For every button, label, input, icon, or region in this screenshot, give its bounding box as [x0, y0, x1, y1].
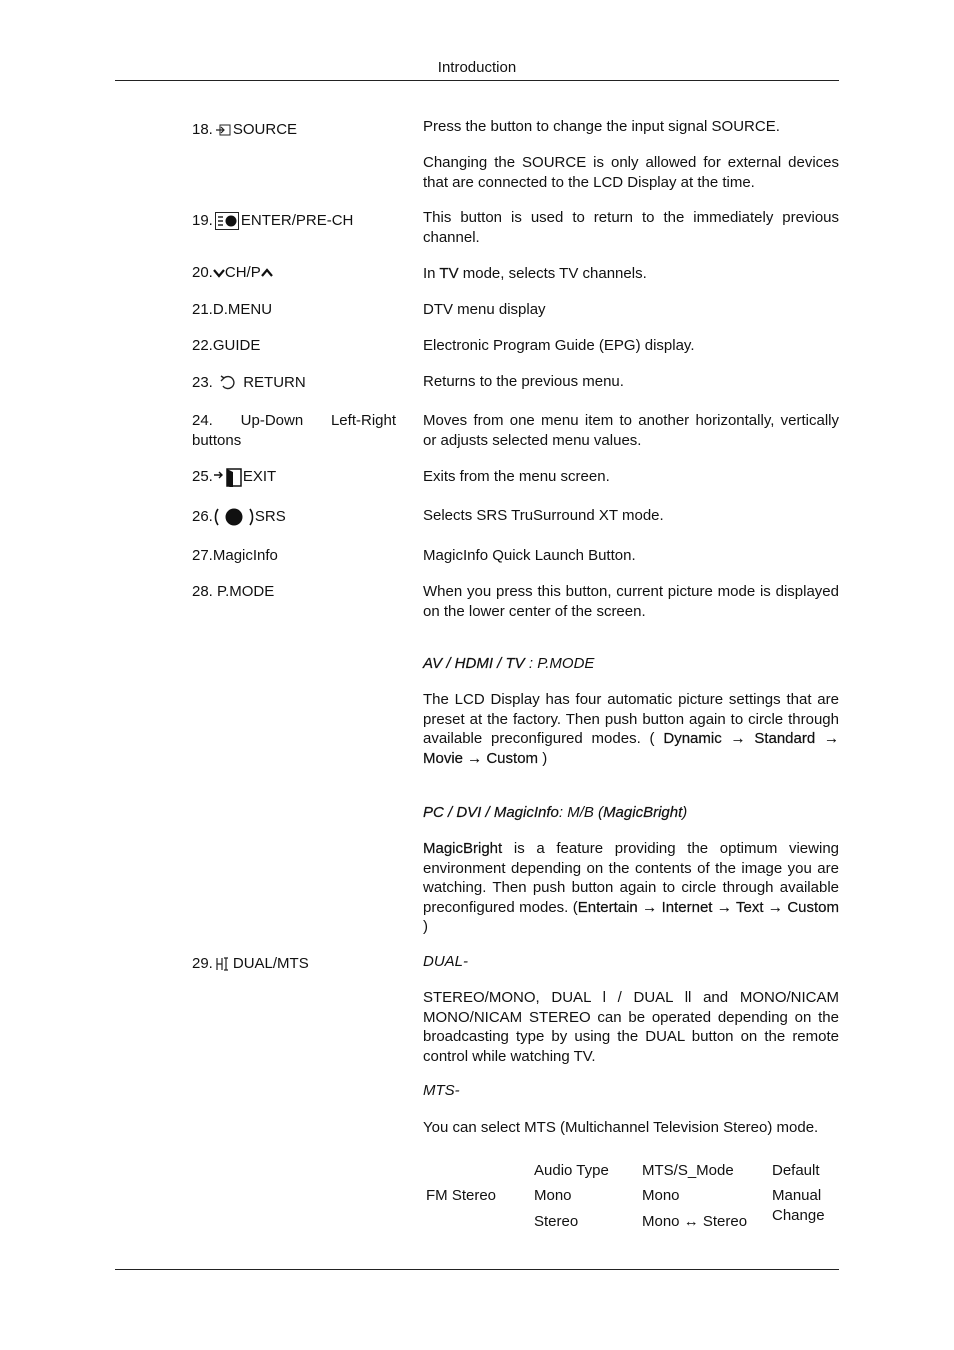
dual-heading: DUAL-	[423, 953, 469, 970]
table-cell: Mono	[642, 1187, 680, 1204]
pc-heading: PC / DVI / MagicInfo: M/B (MagicBright)	[423, 804, 688, 821]
exit-icon	[213, 467, 243, 487]
enter-prech-desc: This button is used to return to the immediately previous channel.	[423, 209, 839, 246]
mts-text: You can select MTS (Multichannel Television Stereo) mode.	[423, 1119, 819, 1136]
srs-desc: Selects SRS TruSurround XT mode.	[423, 507, 664, 524]
dmenu-desc: DTV menu display	[423, 301, 546, 318]
table-header-mts: MTS/S_Mode	[642, 1162, 734, 1179]
chevron-up-icon	[261, 268, 273, 278]
item-dmenu: 21.D.MENU	[192, 301, 273, 318]
table-cell: Mono ↔ Stereo	[642, 1213, 748, 1230]
item-enter-prech: 19. ENTER/PRE-CH	[192, 212, 354, 229]
footer-rule	[115, 1269, 839, 1270]
page-header: Introduction	[437, 59, 517, 76]
guide-desc: Electronic Program Guide (EPG) display.	[423, 337, 695, 354]
table-cell: Mono	[534, 1187, 572, 1204]
updown-desc: Moves from one menu item to another horizontally, vertically or adjusts selected menu values.	[423, 412, 839, 449]
pmode-desc: When you press this button, current picture mode is displayed on the lower center of the screen.	[423, 583, 839, 620]
enter-prech-icon	[215, 212, 239, 230]
item-pmode: 28. P.MODE	[192, 583, 275, 600]
table-header-audio: Audio Type	[534, 1162, 609, 1179]
item-magicinfo: 27.MagicInfo	[192, 547, 278, 564]
table-cell: Stereo	[534, 1213, 579, 1230]
item-guide: 22.GUIDE	[192, 337, 261, 354]
return-desc: Returns to the previous menu.	[423, 373, 624, 390]
source-desc-2: Changing the SOURCE is only allowed for external devices that are connected to the LCD Display at the time.	[423, 154, 839, 191]
item-chp: 20. CH/P	[192, 263, 402, 283]
return-icon	[219, 374, 237, 392]
magicinfo-desc: MagicInfo Quick Launch Button.	[423, 547, 636, 564]
mts-heading: MTS-	[423, 1082, 460, 1099]
item-exit: 25. EXIT	[192, 467, 402, 487]
table-header-default: Default	[772, 1162, 820, 1179]
item-return: 23. RETURN	[192, 374, 306, 391]
item-source: 18. SOURCE	[192, 121, 298, 138]
av-text: The LCD Display has four automatic picture settings that are preset at the factory. Then push button again to circle through available preconfigured modes. ( Dynamic → Standard → Movie → Custom )	[423, 691, 840, 767]
table-row-label: FM Stereo	[426, 1187, 497, 1204]
source-icon	[215, 124, 231, 136]
srs-icon	[213, 507, 255, 527]
chp-desc: In TV mode, selects TV channels.	[423, 265, 647, 282]
item-updown: 24. Up-Down Left-Right buttons	[192, 412, 396, 449]
dual-text: STEREO/MONO, DUAL l / DUAL ll and MONO/NICAM MONO/NICAM STEREO can be operated depending on the broadcasting type by using the DUAL button on the remote control while watching TV.	[423, 989, 839, 1065]
av-heading: AV / HDMI / TV : P.MODE	[423, 655, 595, 672]
source-desc-1: Press the button to change the input signal SOURCE.	[423, 118, 780, 135]
dual-icon	[215, 956, 231, 972]
header-rule	[115, 80, 839, 81]
table-default-value: Manual Change	[772, 1187, 825, 1224]
item-srs: 26. SRS	[192, 507, 402, 527]
exit-desc: Exits from the menu screen.	[423, 468, 610, 485]
chevron-down-icon	[213, 268, 225, 278]
item-dual: 29. DUAL/MTS	[192, 955, 309, 972]
pc-text: MagicBright is a feature providing the optimum viewing environment depending on the contents of the image you are watching. Then push button again to circle through available preconfigured modes. (Entertain → Internet → Text → Custom )	[423, 840, 840, 935]
